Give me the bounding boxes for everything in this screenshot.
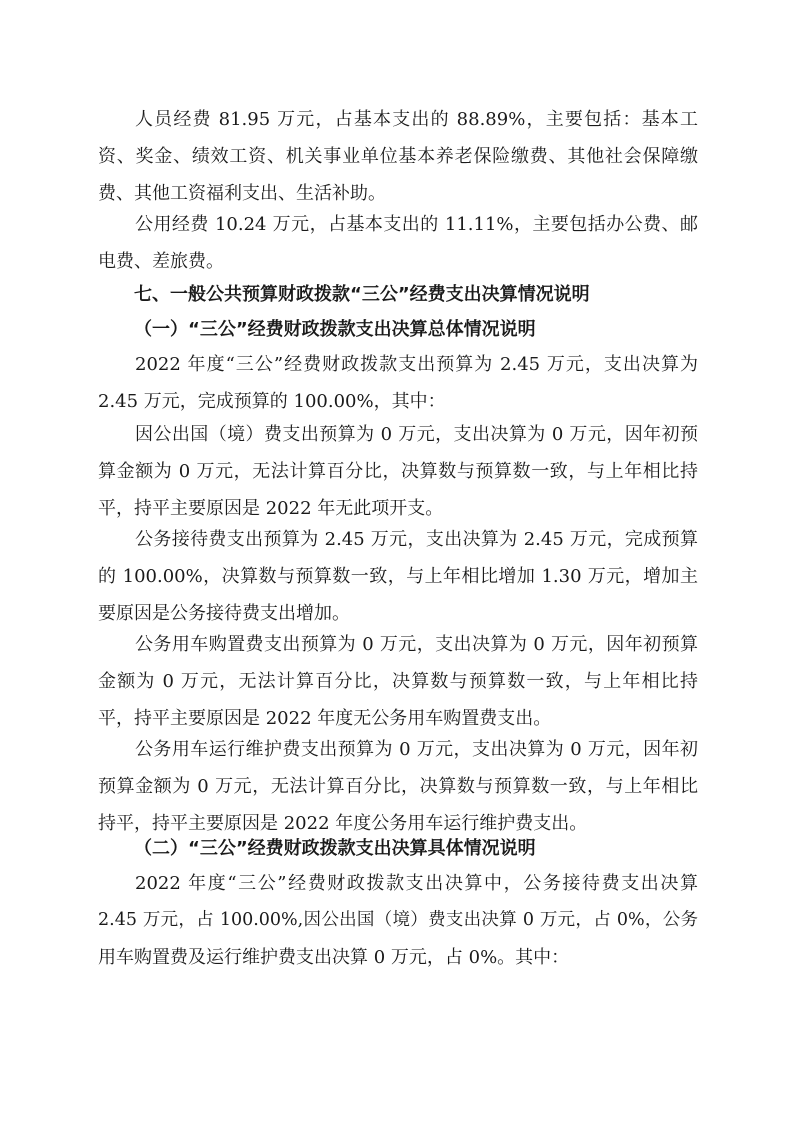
- text-line: 要原因是公务接待费支出增加。: [98, 603, 350, 624]
- paragraph-vehicle-maintenance: [98, 731, 698, 842]
- text-line: 费、其他工资福利支出、生活补助。: [98, 183, 386, 204]
- text-line: 的 100.00%，决算数与预算数一致，与上年相比增加 1.30 万元，增加主: [98, 566, 698, 587]
- text-line: 用车购置费及运行维护费支出决算 0 万元，占 0%。其中：: [98, 947, 570, 968]
- text-line: 公务接待费支出预算为 2.45 万元，支出决算为 2.45 万元，完成预算: [135, 529, 698, 550]
- paragraph-vehicle-purchase: [98, 626, 698, 737]
- text-line: 算金额为 0 万元，无法计算百分比，决算数与预算数一致，与上年相比持: [98, 461, 698, 482]
- text-line: 2.45 万元，占 100.00%,因公出国（境）费支出决算 0 万元，占 0%，公务: [98, 910, 698, 930]
- section-heading: 七、一般公共预算财政拨款“三公”经费支出决算情况说明: [134, 284, 590, 305]
- text-line: 公务用车运行维护费支出预算为 0 万元，支出决算为 0 万元，因年初: [135, 739, 698, 760]
- paragraph-public-expenses: [98, 206, 698, 280]
- paragraph-personnel-expenses: [98, 101, 698, 212]
- text-line: 平，持平主要原因是 2022 年度无公务用车购置费支出。: [98, 708, 552, 729]
- paragraph-overall-budget: [98, 346, 698, 420]
- paragraph-overseas-travel: [98, 416, 698, 527]
- text-line: 2022 年度“三公”经费财政拨款支出决算中，公务接待费支出决算: [135, 873, 698, 894]
- text-line: 持平，持平主要原因是 2022 年度公务用车运行维护费支出。: [98, 813, 588, 834]
- text-line: 因公出国（境）费支出预算为 0 万元，支出决算为 0 万元，因年初预: [135, 424, 698, 445]
- subsection-2-heading: （二）“三公”经费财政拨款支出决算具体情况说明: [134, 838, 536, 859]
- paragraph-detailed-breakdown: [98, 865, 698, 976]
- text-line: 平，持平主要原因是 2022 年无此项开支。: [98, 498, 444, 519]
- text-line: 公用经费 10.24 万元，占基本支出的 11.11%，主要包括办公费、邮: [135, 214, 698, 235]
- text-line: 金额为 0 万元，无法计算百分比，决算数与预算数一致，与上年相比持: [98, 671, 698, 692]
- text-line: 预算金额为 0 万元，无法计算百分比，决算数与预算数一致，与上年相比: [98, 776, 698, 797]
- subsection-1-heading: （一）“三公”经费财政拨款支出决算总体情况说明: [134, 319, 536, 340]
- text-line: 公务用车购置费支出预算为 0 万元，支出决算为 0 万元，因年初预算: [135, 634, 698, 655]
- text-line: 2.45 万元，完成预算的 100.00%，其中：: [98, 391, 446, 412]
- text-line: 2022 年度“三公”经费财政拨款支出预算为 2.45 万元，支出决算为: [135, 354, 698, 375]
- text-line: 资、奖金、绩效工资、机关事业单位基本养老保险缴费、其他社会保障缴: [98, 146, 698, 167]
- paragraph-official-reception: [98, 521, 698, 632]
- text-line: 人员经费 81.95 万元，占基本支出的 88.89%，主要包括：基本工: [135, 109, 698, 130]
- text-line: 电费、差旅费。: [98, 251, 224, 272]
